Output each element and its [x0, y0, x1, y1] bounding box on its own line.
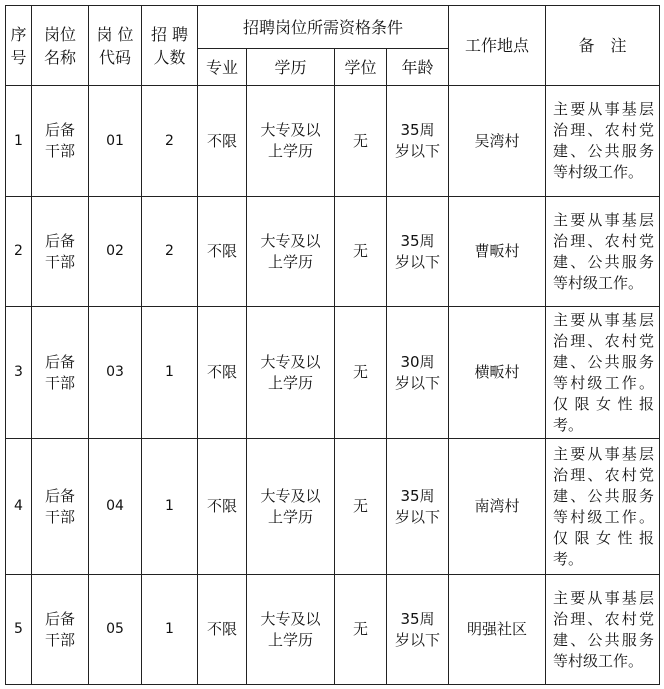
- cell-education: 大专及以 上学历: [247, 575, 335, 685]
- cell-major: 不限: [198, 307, 247, 439]
- header-education: 学历: [247, 49, 335, 86]
- cell-degree: 无: [335, 575, 387, 685]
- cell-age: 35周 岁以下: [387, 197, 449, 307]
- cell-post-name: 后备 干部: [32, 575, 89, 685]
- cell-age: 35周 岁以下: [387, 86, 449, 197]
- cell-count: 1: [142, 307, 198, 439]
- cell-degree: 无: [335, 86, 387, 197]
- cell-seq: 4: [6, 439, 32, 575]
- header-recruit-count: 招 聘 人数: [142, 6, 198, 86]
- cell-remarks: 主要从事基层治理、农村党建、公共服务等村级工作。: [546, 86, 660, 197]
- cell-degree: 无: [335, 197, 387, 307]
- cell-code: 05: [89, 575, 142, 685]
- table-row: [6, 439, 660, 575]
- cell-post-name: 后备 干部: [32, 307, 89, 439]
- cell-count: 2: [142, 197, 198, 307]
- cell-seq: 3: [6, 307, 32, 439]
- cell-code: 03: [89, 307, 142, 439]
- cell-post-name: 后备 干部: [32, 86, 89, 197]
- cell-remarks: 主要从事基层治理、农村党建、公共服务等村级工作。: [546, 575, 660, 685]
- cell-major: 不限: [198, 86, 247, 197]
- cell-seq: 5: [6, 575, 32, 685]
- cell-location: 曹畈村: [449, 197, 546, 307]
- cell-education: 大专及以 上学历: [247, 439, 335, 575]
- cell-degree: 无: [335, 307, 387, 439]
- header-seq: 序 号: [6, 6, 32, 86]
- cell-count: 1: [142, 575, 198, 685]
- cell-education: 大专及以 上学历: [247, 307, 335, 439]
- cell-location: 南湾村: [449, 439, 546, 575]
- header-age: 年龄: [387, 49, 449, 86]
- cell-location: 横畈村: [449, 307, 546, 439]
- cell-seq: 1: [6, 86, 32, 197]
- header-degree: 学位: [335, 49, 387, 86]
- cell-location: 吴湾村: [449, 86, 546, 197]
- cell-major: 不限: [198, 197, 247, 307]
- cell-remarks: 主要从事基层治理、农村党建、公共服务等村级工作。: [546, 197, 660, 307]
- cell-seq: 2: [6, 197, 32, 307]
- cell-location: 明强社区: [449, 575, 546, 685]
- table-row: [6, 86, 660, 197]
- cell-code: 02: [89, 197, 142, 307]
- cell-age: 35周 岁以下: [387, 439, 449, 575]
- cell-remarks: 主要从事基层治理、农村党建、公共服务等村级工作。仅限女性报考。: [546, 307, 660, 439]
- table-row: [6, 307, 660, 439]
- header-post-code: 岗 位 代码: [89, 6, 142, 86]
- cell-education: 大专及以 上学历: [247, 197, 335, 307]
- cell-age: 30周 岁以下: [387, 307, 449, 439]
- table-row: [6, 197, 660, 307]
- cell-code: 01: [89, 86, 142, 197]
- cell-post-name: 后备 干部: [32, 439, 89, 575]
- recruitment-table: [5, 5, 660, 685]
- cell-count: 1: [142, 439, 198, 575]
- table-row: [6, 575, 660, 685]
- cell-age: 35周 岁以下: [387, 575, 449, 685]
- cell-count: 2: [142, 86, 198, 197]
- header-remarks: 备 注: [546, 6, 660, 86]
- header-major: 专业: [198, 49, 247, 86]
- cell-major: 不限: [198, 575, 247, 685]
- cell-code: 04: [89, 439, 142, 575]
- cell-post-name: 后备 干部: [32, 197, 89, 307]
- header-qualifications: 招聘岗位所需资格条件: [198, 6, 449, 49]
- cell-major: 不限: [198, 439, 247, 575]
- cell-education: 大专及以 上学历: [247, 86, 335, 197]
- document-page: [5, 5, 660, 685]
- cell-degree: 无: [335, 439, 387, 575]
- header-location: 工作地点: [449, 6, 546, 86]
- header-post-name: 岗位 名称: [32, 6, 89, 86]
- cell-remarks: 主要从事基层治理、农村党建、公共服务等村级工作。仅限女性报考。: [546, 439, 660, 575]
